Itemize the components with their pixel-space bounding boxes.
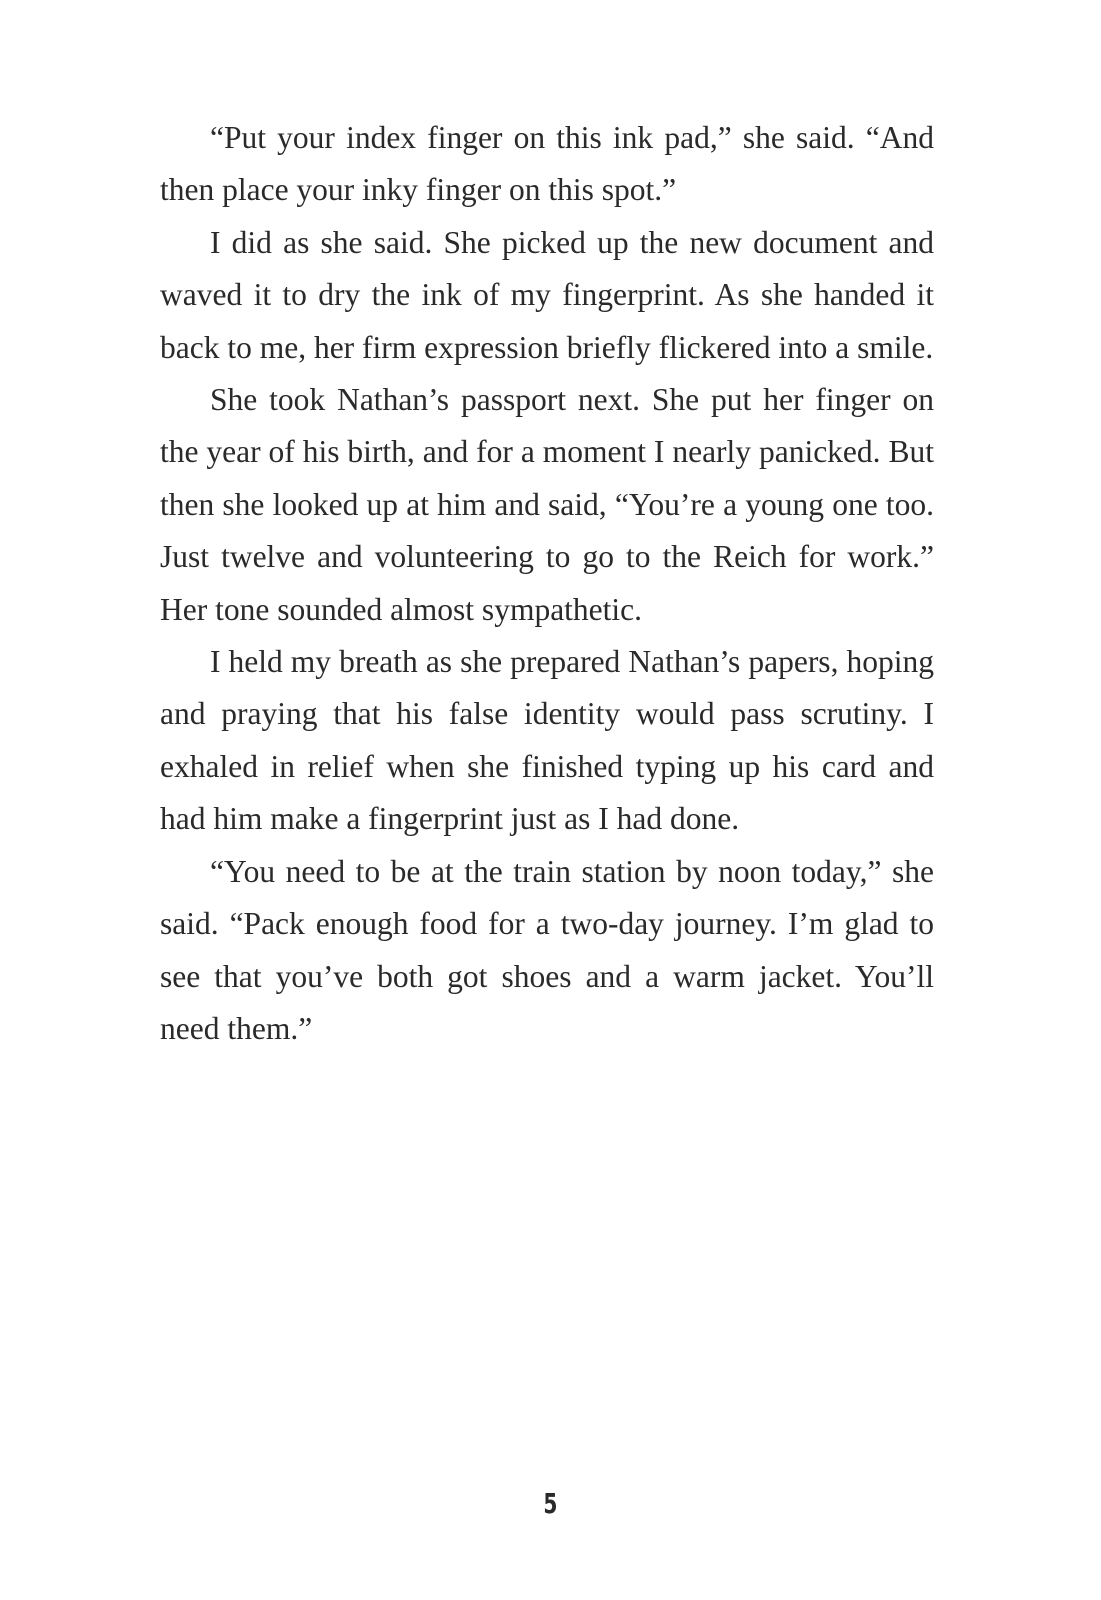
- paragraph-5: “You need to be at the train station by noon today,” she said. “Pack enough food for a two-day journey. I’m glad to see that you’ve both got shoes and a warm jacket. You’ll need them.”: [160, 853, 934, 1046]
- paragraph-3: She took Nathan’s passport next. She put her finger on the year of his birth, and for a moment I nearly panicked. But then she looked up at him and said, “You’re a young one too. Just twelve and volunteering to go to the Reich for work.” Her tone sounded almost sympathetic.: [160, 382, 934, 627]
- paragraph-2: I did as she said. She picked up the new document and waved it to dry the ink of my fingerprint. As she handed it back to me, her firm expression briefly flickered into a smile.: [160, 224, 934, 365]
- paragraph-1: “Put your index finger on this ink pad,” she said. “And then place your inky finger on this spot.”: [160, 120, 934, 208]
- paragraph-4: I held my breath as she prepared Nathan’s papers, hoping and praying that his false identity would pass scrutiny. I exhaled in relief when she finished typing up his card and had him make a fingerprint just as I had done.: [160, 644, 934, 837]
- body-text: [160, 112, 934, 1055]
- page-number: 5: [543, 1487, 558, 1520]
